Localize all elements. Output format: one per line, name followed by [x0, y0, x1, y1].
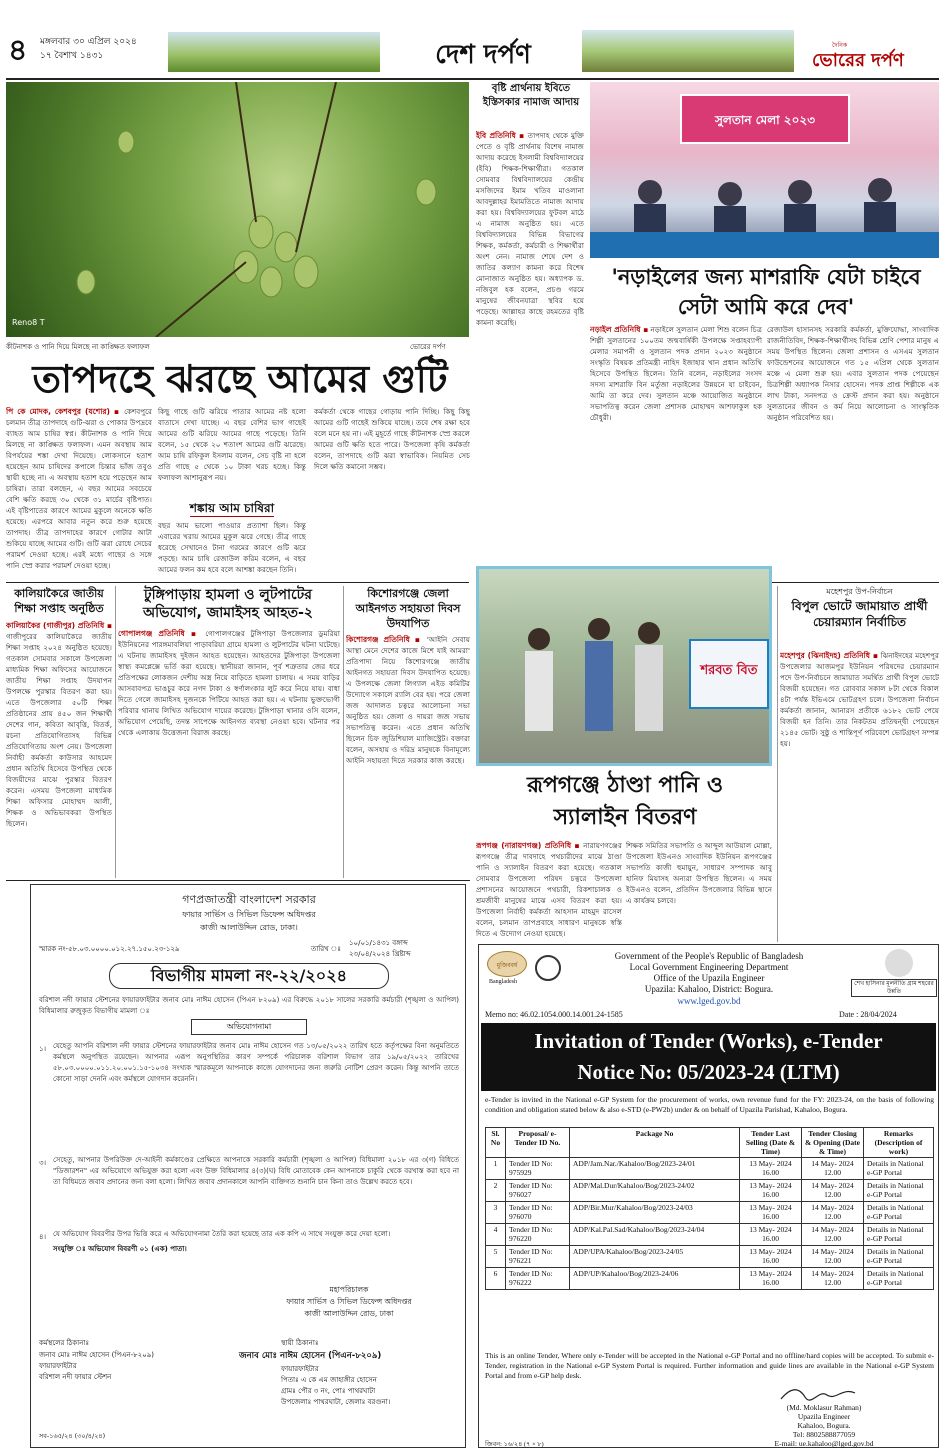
para-num-3: ৩।	[39, 1159, 47, 1167]
rupganj-article-col1	[476, 840, 622, 942]
mango-body-3: বছর আম ভালো পাওয়ার প্রত্যাশা ছিল। কিন্তু এবারের খরায় আমের মুকুল ঝরে গেছে। তীব্র গাছে ধরেছে সেখানেও টানা গরমের কারণে গুটি ঝরে পড়ছে। আম চাষি রেজাউল করিম বলেন, এ বছর আমের ফলন কম হবে বলে আশঙ্কা করছেন তিনি।	[158, 521, 306, 574]
tender-cell: 14 May- 2024 12.00	[802, 1224, 864, 1246]
tender-cell: 5	[486, 1246, 506, 1268]
rupganj-body-2: শিক্ষক সমিতির সভাপতি ও আব্দুল আউয়াল মোল্লা, উপজেলা ইউএনও সাংবাদিক ইউনিয়ন রূপগঞ্জের সভাপতি কাজী হুমায়ুন, সাধারণ সম্পাদক আবু হানিফ মিয়াসহ অন্যরা উপস্থিত ছিলেন। এ সময় ইউএনও বলেন, প্রতিদিন উপজেলার বিভিন্ন স্থানে এ কার্যক্রম চলবে।	[626, 841, 772, 905]
work-address-label: কর্মস্থলের ঠিকানাঃ	[39, 1339, 90, 1347]
mango-subhead-underline	[190, 516, 274, 517]
perm-address-2: পিতাঃ এ কে এম জাহাঙ্গীর হোসেন	[281, 1376, 377, 1384]
tender-cell: ADP/Jam.Nar./Kahaloo/Bog/2023-24/01	[570, 1158, 740, 1180]
header-farm-photo-left	[168, 32, 380, 72]
col-divider-3	[777, 586, 778, 942]
prayer-body: তাপদাহ থেকে মুক্তি পেতে ও বৃষ্টি প্রার্থনায় বিশেষ নামাজ আদায় করেছে ইসলামী বিশ্ববিদ্যালয়ের (ইবি) শিক্ষক-শিক্ষার্থীরা। গতকাল সোমবার বিশ্ববিদ্যালয়ের কেন্দ্রীয় মসজিদের ইমাম খতিব মাওলানা আবদুল্লাহর ইমামতিতে নামাজ আদায় করা হয়। বিশ্ববিদ্যালয়ের ফুটবল মাঠে এ নামাজ অনুষ্ঠিত হয়। এতে বিশ্ববিদ্যালয়ের বিভিন্ন বিভাগের শিক্ষক, কর্মকর্তা, কর্মচারী ও শিক্ষার্থীরা অংশ নেন। নামাজ শেষে দেশ ও জাতির কল্যাণ কামনা করে বিশেষ মোনাজাত অনুষ্ঠিত হয়। অধ্যাপক ড. নজিবুল হক বলেন, প্রচণ্ড গরমে মানুষের জীবনযাত্রা স্থবির হয়ে পড়েছে। আল্লাহর কাছে রহমতের বৃষ্টি কামনা করেছি।	[476, 131, 584, 327]
tender-cell: Tender ID No: 975929	[506, 1158, 570, 1180]
govt-notice-attachment: সংযুক্তি ঃ অভিযোগ বিবরণী ০১ (এক) পাতা।	[53, 1245, 187, 1253]
case-title-box	[109, 963, 389, 989]
tender-title-1: Invitation of Tender (Works), e-Tender	[534, 1029, 883, 1053]
tender-memo: Memo no: 46.02.1054.000.14.001.24-1585	[485, 1010, 623, 1019]
rupganj-banner-text: শরবত বিত	[700, 663, 758, 678]
tender-sig-location: Kahaloo, Bogura.	[797, 1421, 851, 1430]
govt-notice	[30, 884, 466, 1448]
narail-body-1: নড়াইলে সুলতান মেলা শিশু বলেন চিত্র শিল্পী সুলতানের ১০০তম জন্মবার্ষিকী উপলক্ষে সপ্তাহব্যাপী মেলার সমাপনী ও সুলতান পদক প্রদান ২০২৩ অনুষ্ঠানে সংস্কৃতি বিষয়ক প্রতিমন্ত্রী নাহিদ ইজাহার খান প্রধান অতিথি হিসেবে উপস্থিত ছিলেন। তিনি বলেন, নড়াইলের সংসদ সদস্য মাশরাফি বিন মর্তুজা নড়াইলের উন্নয়নে যা চাইবেন, আমি তা করে দেব। সুলতান মঞ্চে আয়োজিত অনুষ্ঠানে সভাপতিত্ব করেন জেলা প্রশাসক মোহাম্মদ আশফাকুল হক চৌধুরী।	[590, 325, 762, 422]
govt-notice-date-2: ২৩/০৪/২০২৪ খ্রিষ্টাব্দ	[349, 950, 411, 958]
tender-cell: Tender ID No: 976222	[506, 1268, 570, 1290]
tender-ad-code: জিবন: ১৬/২৪ (৭ × ৮)	[485, 1441, 544, 1448]
govt-notice-para-3: যে অভিযোগ বিবরণীর উপর ভিত্তি করে এ অভিযোগনামা তৈরি করা হয়েছে তার এক কপি এ সাথে সংযুক্ত করে দেয়া হলো।	[53, 1230, 391, 1238]
tender-sig-title: Upazila Engineer	[797, 1412, 851, 1421]
tender-cell: ADP/Bir.Mur/Kahaloo/Bog/2023-24/03	[570, 1202, 740, 1224]
mango-photo-caption: কীটনাশক ও পানি দিয়ে মিলছে না কাঙ্ক্ষিত ফলাফল	[6, 343, 150, 351]
tender-cell: 14 May- 2024 12.00	[802, 1268, 864, 1290]
row2-divider	[6, 880, 470, 881]
tender-cell: 3	[486, 1202, 506, 1224]
govt-notice-para-2: সেহেতু, আপনার উপরিউক্ত দে-আইনী কর্মকাণ্ডের প্রেক্ষিতে আপনাকে সরকারি কর্মচারী (শৃঙ্খলা ও আপিল) বিধিমালা ২০১৮ এর ৩(গ) বিধিতে "ডিজারশন" এর অভিযোগে অভিযুক্ত করা হলো এবং উক্ত বিধিমালার ৪(৩)(ঘ) বিধি মোতাবেক কেন আপনাকে চাকুরি থেকে বরখাস্ত করা হবে না তা বিধিমতে জবাব প্রদানের জন্য বলা হলো। লিখিত জবাব প্রদানকালে আপনি ব্যক্তিগত শুনানি চান কিনা তাও উল্লেখ করতে হবে।	[53, 1156, 459, 1186]
perm-address-label: স্থায়ী ঠিকানাঃ	[281, 1339, 319, 1347]
narail-article-col1	[590, 324, 762, 582]
tender-cell: Details in National e-GP Portal	[864, 1158, 934, 1180]
section-title: দেশ দর্পণ	[435, 40, 531, 70]
mohespur-top-label: মহেশপুর উপ-নির্বাচন	[826, 587, 893, 596]
signatory-address: কাজী আলাউদ্দিন রোড, ঢাকা	[304, 1309, 394, 1318]
tender-cell: 1	[486, 1158, 506, 1180]
camera-watermark: Reno8 T	[12, 318, 45, 327]
mango-body-4: কর্মকর্তা থেকে গাছের গোড়ায় পানি দিচ্ছি। কিছু কিছু আমের গুটি গাছেই শুকিয়ে যাচ্ছে। তবে শেষ রক্ষা হবে বলে মনে হয় না। এই মুহূর্তে গাছে কীটনাশক স্প্রে করলে আমের গুটি ক্ষতি হতে পারে। উপজেলা কৃষি কর্মকর্তা বলেন, তাপদাহে গুটি ঝরা স্বাভাবিক। নিয়মিত সেচ দিলে ক্ষতি কমানো সম্ভব।	[314, 407, 470, 471]
govt-notice-office: ফায়ার সার্ভিস ও সিভিল ডিফেন্স অধিদপ্তর	[182, 910, 316, 919]
govt-notice-address: কাজী আলাউদ্দিন রোড, ঢাকা।	[200, 923, 298, 932]
tender-sig-name: (Md. Moklasur Rahman)	[786, 1403, 862, 1412]
tender-date: Date : 28/04/2024	[839, 1010, 897, 1019]
tender-table-header	[486, 1128, 934, 1158]
col-divider-1	[115, 586, 116, 878]
row1-divider	[6, 582, 469, 583]
tender-logo-text: মুজিববর্ষ	[496, 963, 518, 969]
rupganj-photo	[476, 566, 772, 766]
tender-cell: 13 May- 2024 16.00	[740, 1202, 802, 1224]
perm-address-3: গ্রামঃ পৌর ৩ নং, পোঃ পাথরঘাটা	[281, 1387, 376, 1395]
tender-dept: Local Government Engineering Department	[629, 962, 789, 972]
tender-col-remarks: Remarks (Description of work)	[864, 1128, 934, 1158]
tender-cell: Tender ID No: 976027	[506, 1180, 570, 1202]
tender-cell: Details in National e-GP Portal	[864, 1224, 934, 1246]
tender-cell: Tender ID No: 976070	[506, 1202, 570, 1224]
date-line-2: ১৭ বৈশাখ ১৪৩১	[40, 51, 104, 61]
narail-article-col2	[767, 324, 939, 582]
perm-address-1: ফায়ারফাইটার	[281, 1365, 319, 1373]
table-row	[486, 1246, 934, 1268]
work-address-1: জনাব মোঃ নাঈম হোসেন (পিএন-৮২০৯)	[39, 1351, 155, 1359]
work-address-2: ফায়ারফাইটার	[39, 1362, 77, 1370]
tender-logo-sub: Bangladesh	[489, 979, 517, 985]
mango-photo-credit: ভোরের দর্পণ	[410, 343, 446, 351]
tender-cell: ADP/Kal.Pal.Sad/Kahaloo/Bog/2023-24/04	[570, 1224, 740, 1246]
tungipara-byline: গোপালগঞ্জ প্রতিনিধি ▪	[118, 629, 200, 638]
tungipara-article	[118, 628, 340, 878]
kaliakair-article	[6, 620, 112, 878]
mango-article-col3	[314, 406, 470, 578]
tender-title-2: Notice No: 05/2023-24 (LTM)	[577, 1060, 840, 1084]
tender-cell: Details in National e-GP Portal	[864, 1202, 934, 1224]
tungipara-body: গোপালগঞ্জের টুঙ্গিপাড়া উপজেলার ডুমরিয়া ইউনিয়নের পারঙ্গমাবলিয়া পাড়াবরিয়া গ্রামে হামলা ও লুটপাটের ঘটনা ঘটেছে। এ ঘটনায় জামাইসহ দুইজন আহত হয়েছেন। আহতদের টুঙ্গিপাড়া উপজেলা স্বাস্থ্য কমপ্লেক্সে ভর্তি করা হয়েছে। স্থানীয়রা জানান, পূর্ব শত্রুতার জের ধরে প্রতিপক্ষের লোকজন দেশীয় অস্ত্র নিয়ে বাড়িতে হামলা চালায়। এ সময় বাড়ির আসবাবপত্র ভাঙচুর করে নগদ টাকা ও স্বর্ণালংকার লুট করে নিয়ে যায়। বাধা দিতে গেলে জামাইসহ দুজনকে পিটিয়ে আহত করা হয়। এ ঘটনায় ভুক্তভোগী পরিবার থানায় লিখিত অভিযোগ দায়ের করেছে। টুঙ্গিপাড়া থানার ওসি বলেন, অভিযোগ পেয়েছি, তদন্ত সাপেক্ষে আইনগত ব্যবস্থা নেওয়া হবে। ঘটনার পর থেকে এলাকায় উত্তেজনা বিরাজ করছে।	[118, 629, 340, 737]
mango-body-1: কেশবপুরে চলমান তীব্র তাপদাহে গুটি-ঝরা ও পোকার উপদ্রবে ব্যাহত আম চাষির স্বপ্ন। কীটনাশক ও পানি দিয়ে মিলছে না কাঙ্ক্ষিত ফলাফল। এমন অবস্থায় আম বিপর্যয়ের শঙ্কা দেখা দিয়েছে। লোকসানে হতাশ হয়েছেন আম চাষিদের কপালে চিন্তার ভাঁজ তবুও স্থায়ী হচ্ছে না। এ অবস্থায় হতাশ হয়ে পড়েছেন আম চাষিরা। তারা বলছেন, এ বছর আমের সবচেয়ে বেশি ক্ষতি করছে ৩০ থেকে ৩১ মার্চের বৃষ্টিপাত। এই বৃষ্টিপাতের কারণে আমের মুকুলে অনেকে ক্ষতি হয়েছে। এরপরে আবার নতুন করে শুরু হয়েছে তাপদাহ। তীব্র তাপদাহের কারণে গোটার আটা শুকিয়ে যাচ্ছে আমের গুটি। গুটি ঝরা রোধে সেচের পরামর্শ দেওয়া হচ্ছে। এরই মধ্যে গাছের ও সঙ্গে পানি স্প্রে করার পরামর্শ দেওয়া হচ্ছে।	[6, 407, 152, 570]
masthead-divider	[6, 78, 939, 80]
table-row	[486, 1224, 934, 1246]
tender-intro: e-Tender is invited in the National e-GP System for the procurement of works, own revenue fund for the FY: 2023-24, on the basis of following condition and obligation stated below & also e-STD (e-PW2b) under & on behalf of Upazila Parishad, Kahaloo, Bogura.	[485, 1095, 934, 1114]
table-row	[486, 1180, 934, 1202]
paper-logo: ভোরের দর্পণ	[812, 50, 904, 71]
tender-col-selling: Tender Last Selling (Date & Time)	[740, 1128, 802, 1158]
mango-body-2: কিছু গাছে গুটি ঝরিয়ে পাতার আমের নষ্ট হলো বাতাসে দেখা যাচ্ছে। এ বছর বেশির ভাগ গাছেই আমের গুটি ঝরিয়ে আমের গাছে পড়েছে। তিনি বলেন, ১৫ থেকে ২০ শতাংশ আমের গুটি ঝরেছে। আম চাষি রফিকুল ইসলাম বলেন, সেচ বৃষ্টি না হলে প্রতি গাছে ৫ থেকে ১০ টাকা খরচ হচ্ছে। কিন্তু ফলাফল আশানুরূপ নয়।	[158, 407, 306, 482]
tender-cell: Tender ID No: 976221	[506, 1246, 570, 1268]
tender-cell: Details in National e-GP Portal	[864, 1268, 934, 1290]
rupganj-article-col2	[626, 840, 772, 942]
work-address-3: বরিশাল নদী ফায়ার স্টেশন	[39, 1373, 112, 1381]
tender-location: Upazila: Kahaloo, District: Bogura.	[644, 984, 774, 994]
kaliakair-byline: কালিয়াকৈর (গাজীপুর) প্রতিনিধি ▪	[6, 621, 112, 630]
perm-address-name: জনাব মোঃ নাঈম হোসেন (পিএন-৮২০৯)	[239, 1351, 382, 1361]
mango-article-col1	[6, 406, 152, 578]
tender-cell: 2	[486, 1180, 506, 1202]
rupganj-headline: রূপগঞ্জে ঠাণ্ডা পানি ও স্যালাইন বিতরণ	[526, 773, 724, 830]
kishoreganj-headline: কিশোরগঞ্জে জেলা আইনগত সহায়তা দিবস উদযাপিত	[355, 587, 461, 630]
tender-office: Office of the Upazila Engineer	[653, 973, 765, 983]
mango-subhead: শঙ্কায় আম চাষিরা	[189, 501, 275, 515]
kaliakair-body: গাজীপুরের কালিয়াকৈরে জাতীয় শিক্ষা সপ্তাহ ২০২৪ অনুষ্ঠিত হয়েছে। গতকাল সোমবার সকালে উপজেলা মাধ্যমিক শিক্ষা অফিসের আয়োজনে জাতীয় শিক্ষা সপ্তাহ উদযাপন উপলক্ষে পুরস্কার বিতরণ করা হয়। এতে উপজেলার ৫০টি শিক্ষা প্রতিষ্ঠানের প্রায় ৪৫০ জন শিক্ষার্থী দেশের গান, কবিতা আবৃত্তি, বিতর্ক, রচনা প্রতিযোগিতাসহ বিভিন্ন প্রতিযোগিতায় অংশ নেয়। উপজেলা নির্বাহী কর্মকর্তা কাউসার আহমেদ প্রধান অতিথি হিসেবে উপস্থিত থেকে বিজয়ীদের মাঝে পুরস্কার বিতরণ করেন। এসময় উপজেলা মাধ্যমিক শিক্ষা অফিসার মোহাম্মদ আলী, শিক্ষক ও অভিভাবকরা উপস্থিত ছিলেন।	[6, 632, 112, 828]
tender-cell: 14 May- 2024 12.00	[802, 1180, 864, 1202]
kishoreganj-body: 'আইনি সেবায় আস্থা মেনে দেশের কাজে মিশে যাই আমরা' প্রতিপাদ্য নিয়ে কিশোরগঞ্জে জাতীয় আইনগত সহায়তা দিবস উদযাপিত হয়েছে। এ উপলক্ষে জেলা লিগ্যাল এইড কমিটির উদ্যোগে সকালে র‍্যালি বের হয়। পরে জেলা জজ আদালত চত্বরে আলোচনা সভা অনুষ্ঠিত হয়। জেলা ও দায়রা জজ সভায় সভাপতিত্ব করেন। এতে প্রধান অতিথি ছিলেন চিফ জুডিশিয়াল ম্যাজিস্ট্রেট। বক্তারা বলেন, অসহায় ও দরিদ্র মানুষকে বিনামূল্যে আইনি সহায়তা দিতে সরকার কাজ করছে।	[346, 635, 470, 765]
rupganj-people-illustration	[479, 569, 772, 766]
govt-notice-date-label: তারিখ ঃ	[311, 945, 341, 953]
tender-cell: 13 May- 2024 16.00	[740, 1158, 802, 1180]
tender-cell: Tender ID No: 976220	[506, 1224, 570, 1246]
rupganj-body-1: নারায়ণগঞ্জের রূপগঞ্জে তীব্র দাবদাহে পথচারীদের মাঝে ঠাণ্ডা পানি ও স্যালাইন বিতরণ করা হয়েছে। গতকাল সোমবার উপজেলা পরিষদ চত্বরে উপজেলা প্রশাসনের আয়োজনে পথচারী, রিকশাচালক ও শ্রমজীবী মানুষের মাঝে এসব বিতরণ করা হয়। উপজেলা নির্বাহী কর্মকর্তা আহসান মাহমুদ রাসেল বলেন, চলমান তাপপ্রবাহে সাধারণ মানুষকে স্বস্তি দিতে এ উদ্যোগ নেওয়া হয়েছে।	[476, 841, 622, 938]
signature-mark	[779, 1385, 859, 1403]
tender-cell: ADP/UP/Kahaloo/Bog/2023-24/06	[570, 1268, 740, 1290]
tender-col-sl: Sl. No	[486, 1128, 506, 1158]
tender-cell: Details in National e-GP Portal	[864, 1246, 934, 1268]
tender-table	[485, 1127, 934, 1290]
mango-article-col2	[158, 406, 306, 498]
mohespur-article	[780, 650, 939, 942]
govt-notice-para-1: যেহেতু আপনি বরিশাল নদী ফায়ার স্টেশনের ফায়ারফাইটার জনাব মোঃ নাঈম হোসেন গত ১৩/০৫/২০২২ তারিখ হতে কর্তৃপক্ষের বিনা অনুমতিতে কর্মস্থলে অনুপস্থিত রয়েছেন। আপনার এরূপ অনুপস্থিতির কারণ সম্পর্কে পরিচালক বরিশাল বিভাগ তার ১৯/০৫/২০২২ তারিখের ৫৮.০৩.০০০০.০১১.২০.০০১.১৫-১০৩৪ সংখ্যক স্মারকমূলে আপনাকে কাজে যোগদানের জন্য জরুরি নোটিশ প্রেরণ করেন। কিন্তু আপনি তাতে কোনো সাড়া দেননি এবং কর্মস্থলে যোগদান করেননি।	[53, 1042, 459, 1083]
tender-cell: 13 May- 2024 16.00	[740, 1268, 802, 1290]
tungipara-headline: টুঙ্গিপাড়ায় হামলা ও লুটপাটের অভিযোগ, জামাইসহ আহত-২	[143, 587, 313, 621]
narail-byline: নড়াইল প্রতিনিধি ▪	[590, 325, 649, 334]
tender-cell: 4	[486, 1224, 506, 1246]
govt-notice-memo: স্মারক নং-৫৮.০৩.০০০০.০১২.২৭.১৫০.২৩-১২৯	[39, 945, 180, 953]
narail-event-photo	[590, 82, 939, 258]
signatory-title: মহাপরিচালক	[329, 1285, 369, 1294]
tender-logo-icon	[487, 951, 527, 977]
perm-address-4: উপজেলাঃ পাথরঘাটা, জেলাঃ বরগুনা।	[281, 1398, 391, 1406]
mango-fruit-illustration	[6, 82, 469, 337]
mohespur-byline: মহেশপুর (ঝিনাইদহ) প্রতিনিধি ▪	[780, 651, 879, 660]
tender-cell: Details in National e-GP Portal	[864, 1180, 934, 1202]
mango-byline: পি কে মোদক, কেশবপুর (যশোর) ▪	[6, 407, 121, 416]
tender-notice	[478, 944, 939, 1448]
signatory-org: ফায়ার সার্ভিস ও সিভিল ডিফেন্স অধিদপ্তর	[286, 1297, 412, 1306]
prayer-headline: বৃষ্টি প্রার্থনায় ইবিতে ইস্তিসকার নামাজ আদায়	[482, 83, 580, 108]
tender-sig-tel: Tel: 8802588877059	[792, 1430, 856, 1439]
tender-cell: ADP/Mal.Dur/Kahaloo/Bog/2023-24/02	[570, 1180, 740, 1202]
govt-notice-ad-code: সব-১৬৫/২৪ (৩০/৪/২৪)	[39, 1432, 106, 1440]
mango-tree-photo	[6, 82, 469, 337]
tender-cell: ADP/UPA/Kahaloo/Bog/2023-24/05	[570, 1246, 740, 1268]
portrait-icon	[885, 949, 913, 977]
tender-slogan: শেখ হাসিনার মূলনীতি গ্রাম শহরের উন্নতি	[851, 979, 937, 997]
govt-notice-title: গণপ্রজাতন্ত্রী বাংলাদেশ সরকার	[182, 893, 316, 906]
para-num-1: ১।	[39, 1045, 47, 1053]
kaliakair-headline: কালিয়াকৈরে জাতীয় শিক্ষা সপ্তাহ অনুষ্ঠিত	[14, 587, 104, 615]
govt-notice-date-1: ১০/০১/১৪৩১ বঙ্গাব্দ	[349, 939, 408, 947]
tender-col-id: Proposal/ e-Tender ID No.	[506, 1128, 570, 1158]
tender-footer: This is an online Tender, Where only e-Tender will be accepted in the National e-GP Portal and no offline/hard copies will be accepted. To submit e-Tender, registration in the National e-GP System Portal is required. Further information and guide lines are available in the National e-GP System Portal and from e-GP help desk.	[485, 1351, 934, 1380]
tender-website[interactable]: www.lged.gov.bd	[677, 996, 741, 1006]
col-divider-2	[343, 586, 344, 878]
mohespur-headline: বিপুল ভোটে জামায়াত প্রার্থী চেয়ারম্যান নির্বাচিত	[791, 599, 928, 629]
kishoreganj-article	[346, 634, 470, 878]
charge-heading-box	[191, 1019, 307, 1035]
tender-cell: 14 May- 2024 12.00	[802, 1202, 864, 1224]
tender-cell: 6	[486, 1268, 506, 1290]
paper-tag: দৈনিক	[832, 42, 848, 49]
table-row	[486, 1158, 934, 1180]
tender-cell: 14 May- 2024 12.00	[802, 1246, 864, 1268]
page-number: ৪	[8, 33, 28, 68]
table-row	[486, 1268, 934, 1290]
narail-body-2: রেজাউল হাসানসহ সরকারি কর্মকর্তা, মুক্তিযোদ্ধা, সাংবাদিক রাজনীতিবিদ, শিক্ষক-শিক্ষার্থীসহ বিভিন্ন শ্রেণি পেশার মানুষ এ সময় উপস্থিত ছিলেন। জেলা প্রশাসন ও এসএম সুলতান ফাউন্ডেশনের আয়োজনে গত ১৫ এপ্রিল থেকে সুলতান মঞ্চে এ মেলা শুরু হয়। এবার সুলতান পদক পেয়েছেন চিত্রশিল্পী অধ্যাপক নিসার হোসেন। পদক প্রাপ্ত শিল্পীকে এক লাখ টাকা, সনদপত্র ও ক্রেস্ট প্রদান করা হয়। অনুষ্ঠানে সুলতানের জীবন ও কর্ম নিয়ে আলোচনা ও সাংস্কৃতিক অনুষ্ঠান পরিবেশিত হয়।	[767, 325, 939, 422]
tender-cell: 13 May- 2024 16.00	[740, 1224, 802, 1246]
table-row	[486, 1202, 934, 1224]
prayer-byline: ইবি প্রতিনিধি ▪	[476, 131, 525, 140]
tender-cell: 14 May- 2024 12.00	[802, 1158, 864, 1180]
charge-heading: অভিযোগনামা	[226, 1022, 272, 1031]
case-title: বিভাগীয় মামলা নং-২২/২০২৪	[151, 966, 347, 985]
mango-article-col2b	[158, 520, 306, 578]
tender-col-package: Package No	[570, 1128, 740, 1158]
tender-col-closing: Tender Closing & Opening (Date & Time)	[802, 1128, 864, 1158]
para-num-4: ৪।	[39, 1233, 47, 1241]
header-farm-photo-right	[582, 30, 794, 72]
narail-headline: 'নড়াইলের জন্য মাশরাফি যেটা চাইবে সেটা আমি করে দেব'	[611, 265, 921, 319]
masthead	[0, 0, 945, 78]
lged-logo-icon	[535, 955, 561, 981]
mohespur-body: ঝিনাইদহের মহেশপুর উপজেলার আজমপুর ইউনিয়ন পরিষদের চেয়ারম্যান পদে উপ-নির্বাচনে জামায়াত সমর্থিত প্রার্থী বিপুল ভোটে বিজয়ী হয়েছেন। গত রোববার সকাল ৮টা থেকে বিকাল ৪টা পর্যন্ত ইভিএমে ভোটগ্রহণ চলে। উপজেলা নির্বাচন কর্মকর্তা জানান, আনারস প্রতীকে ৬১৮২ ভোট পেয়ে বিজয়ী হন তিনি। তার নিকটতম প্রতিদ্বন্দ্বী পেয়েছেন ২১৪৫ ভোট। সুষ্ঠু ও শান্তিপূর্ণ পরিবেশে ভোটগ্রহণ সম্পন্ন হয়।	[780, 651, 939, 748]
tender-sig-email[interactable]: E-mail: ue.kahaloo@lged.gov.bd	[774, 1439, 874, 1448]
kishoreganj-byline: কিশোরগঞ্জ প্রতিনিধি ▪	[346, 635, 423, 644]
date-line-1: মঙ্গলবার ৩০ এপ্রিল ২০২৪	[40, 37, 137, 47]
tender-title-band	[481, 1023, 936, 1091]
tender-cell: 13 May- 2024 16.00	[740, 1180, 802, 1202]
tender-gov: Government of the People's Republic of Bangladesh	[614, 951, 804, 961]
mango-headline: তাপদহে ঝরছে আমের গুটি	[32, 357, 448, 401]
govt-notice-intro: বরিশাল নদী ফায়ার স্টেশনের ফায়ারফাইটার জনাব মোঃ নাঈম হোসেন (পিএন ৮২০৯) এর বিরুদ্ধে ২০১৮ সালের সরকারি কর্মচারী (শৃঙ্খলা ও আপিল) বিধিমালার রুজুকৃত বিভাগীয় মামলা ঃ	[39, 996, 459, 1015]
tender-cell: 13 May- 2024 16.00	[740, 1246, 802, 1268]
rupganj-byline: রূপগঞ্জ (নারায়ণগঞ্জ) প্রতিনিধি ▪	[476, 841, 581, 850]
prayer-article	[476, 130, 584, 582]
narail-guests-illustration	[590, 82, 939, 258]
narail-banner-text: সুলতান মেলা ২০২৩	[714, 113, 816, 127]
